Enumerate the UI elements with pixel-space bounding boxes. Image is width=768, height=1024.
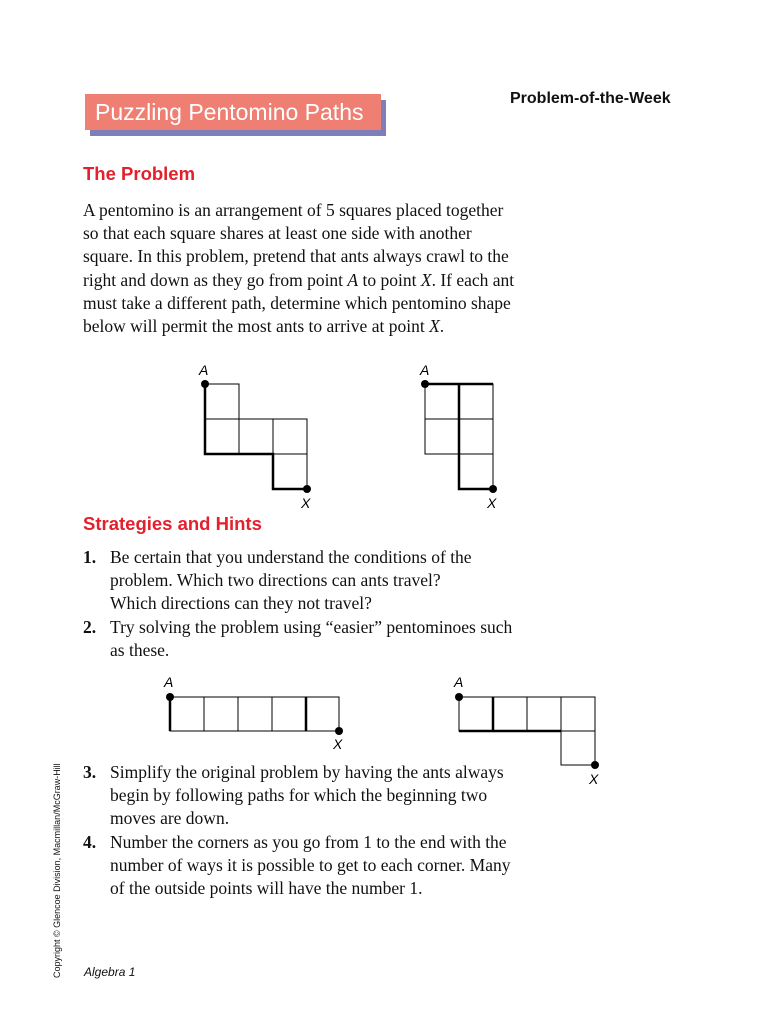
hint-line: of the outside points will have the number 1.	[110, 878, 423, 899]
hint-line: problem. Which two directions can ants travel?	[110, 570, 441, 591]
end-label-x: X	[487, 495, 497, 511]
end-label-x: X	[333, 736, 343, 752]
hint-item	[83, 831, 563, 901]
hint-number: 4.	[83, 831, 97, 852]
footer-book-title: Algebra 1	[84, 965, 136, 979]
hint-line: Simplify the original problem by having the ants always	[110, 762, 504, 783]
start-point-dot	[201, 380, 209, 388]
problem-of-the-week-label: Problem-of-the-Week	[510, 90, 671, 107]
problem-line: right and down as they go from point A to point X. If each ant	[83, 269, 515, 290]
pentomino-figure-2	[425, 384, 493, 489]
end-point-dot	[591, 761, 599, 769]
problem-paragraph	[83, 199, 553, 338]
start-label-a: A	[199, 362, 209, 378]
end-label-x: X	[301, 495, 311, 511]
hint-line: Be certain that you understand the conditions of the	[110, 547, 472, 567]
hints-heading: Strategies and Hints	[83, 513, 262, 534]
start-label-a: A	[454, 674, 464, 690]
hint-item	[83, 616, 563, 662]
hint-line: Which directions can they not travel?	[110, 593, 372, 614]
hint-line: begin by following paths for which the beginning two	[110, 785, 488, 806]
hint-number: 1.	[83, 547, 97, 567]
end-point-dot	[489, 485, 497, 493]
start-point-dot	[421, 380, 429, 388]
hint-line: Try solving the problem using “easier” pentominoes such	[110, 616, 513, 637]
hint-line: number of ways it is possible to get to each corner. Many	[110, 854, 511, 875]
problem-line: so that each square shares at least one side with another	[83, 223, 472, 244]
copyright-notice: Copyright © Glencoe Division, Macmillan/McGraw-Hill	[52, 763, 62, 978]
pentomino-figure-1	[205, 384, 307, 489]
hint-item	[83, 761, 563, 831]
problem-heading: The Problem	[83, 163, 196, 184]
problem-line: A pentomino is an arrangement of 5 squares placed together	[83, 200, 504, 220]
page-title: Puzzling Pentomino Paths	[85, 94, 381, 130]
end-label-x: X	[589, 771, 599, 787]
start-label-a: A	[164, 674, 174, 690]
hint-number: 3.	[83, 762, 97, 783]
hint-item	[83, 546, 563, 616]
start-label-a: A	[420, 362, 430, 378]
problem-line: must take a different path, determine which pentomino shape	[83, 292, 511, 313]
hint-line: moves are down.	[110, 808, 230, 829]
problem-line: below will permit the most ants to arrive at point X.	[83, 316, 445, 337]
problem-line: square. In this problem, pretend that ants always crawl to the	[83, 246, 509, 267]
end-point-dot	[303, 485, 311, 493]
hints-list	[83, 546, 563, 900]
hint-line: Number the corners as you go from 1 to the end with the	[110, 831, 507, 852]
hint-number: 2.	[83, 616, 97, 637]
hint-line: as these.	[110, 639, 170, 660]
